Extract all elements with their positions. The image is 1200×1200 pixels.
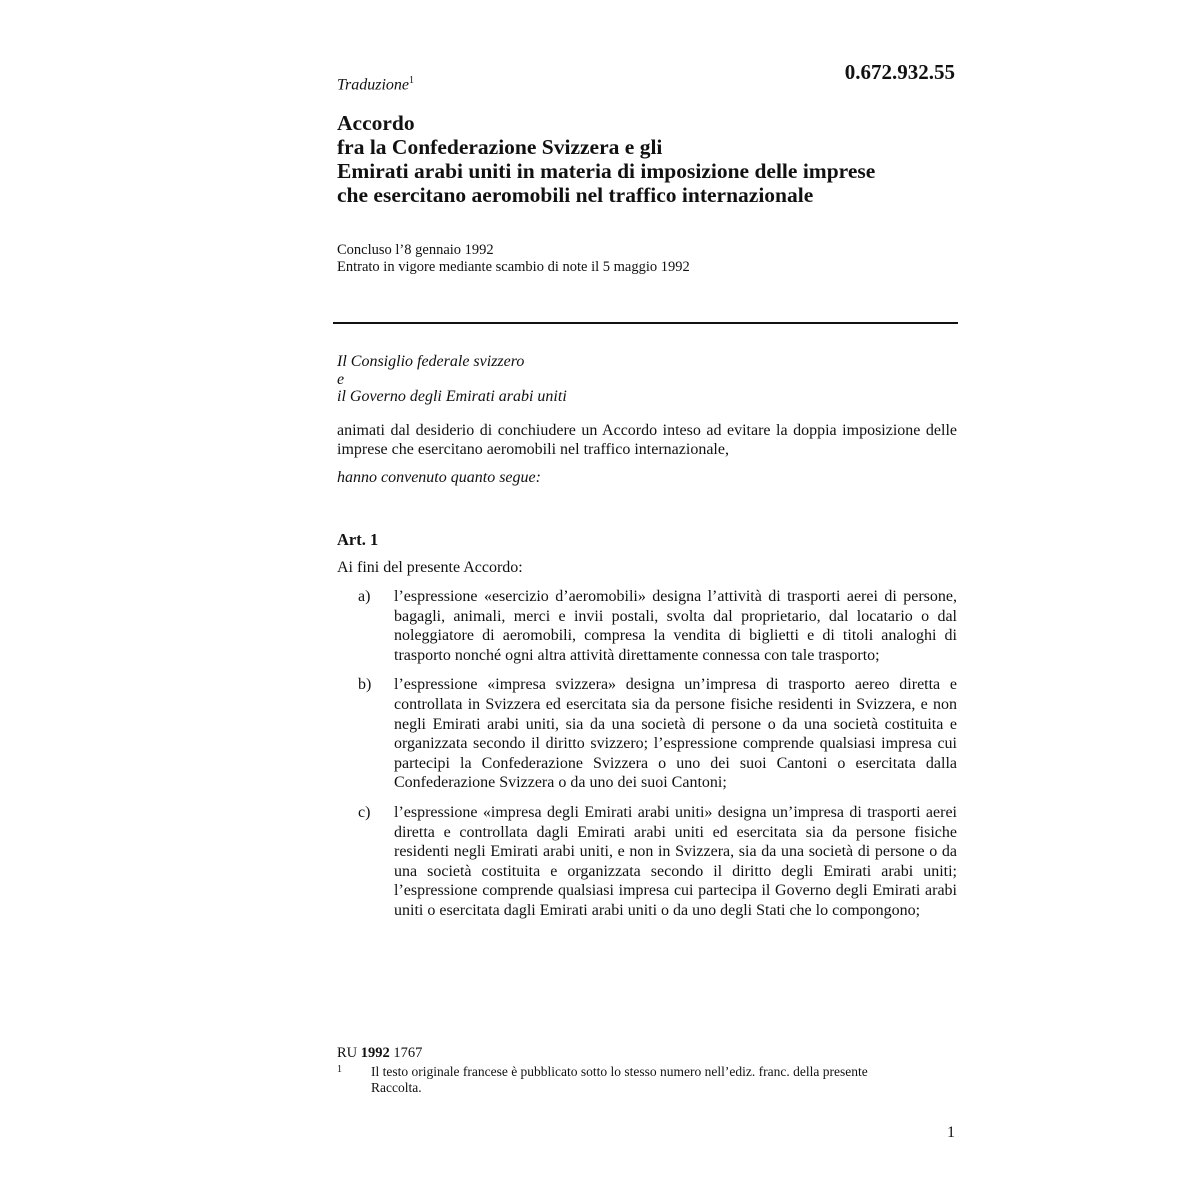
party-swiss-council: Il Consiglio federale svizzero <box>337 353 525 370</box>
title-line: Emirati arabi uniti in materia di imposizione delle imprese <box>337 159 876 183</box>
article-1-heading: Art. 1 <box>337 530 379 549</box>
translation-text: Traduzione <box>337 76 410 94</box>
document-meta <box>337 242 690 276</box>
article-1-definitions <box>337 587 957 931</box>
preamble: animati dal desiderio di conchiudere un Accordo inteso ad evitare la doppia imposizione delle imprese che esercitano aeromobili nel traffico internazionale, <box>337 422 957 458</box>
definition-text: l’espressione «impresa svizzera» designa un’impresa di trasporto aereo diretta e controllata in Svizzera ed esercitata sia da persone fisiche residenti in Svizzera, e non negli Emirati arabi uniti, sia da una società di persone o da una società costituita e organizzata secondo il diritto svizzero; l’espressione comprende qualsiasi impresa cui partecipi la Confederazione Svizzera o uno dei suoi Cantoni o esercitata dalla Confederazione Svizzera o da uno dei suoi Cantoni; <box>394 676 957 792</box>
title-line: Accordo <box>337 111 415 135</box>
ru-prefix: RU <box>337 1045 358 1061</box>
definition-text: l’espressione «impresa degli Emirati arabi uniti» designa un’impresa di trasporti aerei diretta e controllata dagli Emirati arabi uniti ed esercitata sia da persone fisiche residenti negli Emirati arabi uniti, e non in Svizzera, sia da una società di persone o da una società costituita e organizzata secondo il diritto degli Emirati arabi uniti; l’espressione comprende qualsiasi impresa cui partecipa il Governo degli Emirati arabi uniti o esercitata dagli Emirati arabi uniti o da uno degli Stati che lo compongono; <box>394 803 957 919</box>
definition-text: l’espressione «esercizio d’aeromobili» designa l’attività di trasporti aerei di persone, bagagli, animali, merci e invii postali, svolta dal proprietario, dal locatario o dal noleggiatore di aeromobili, compresa la vendita di biglietti e di titoli analoghi di trasporto nonché ogni altra attività direttamente connessa con tale trasporto; <box>394 588 957 664</box>
concluded-date: Concluso l’8 gennaio 1992 <box>337 242 494 258</box>
ru-year: 1992 <box>360 1045 390 1061</box>
party-uae-government: il Governo degli Emirati arabi uniti <box>337 388 567 405</box>
definition-marker: a) <box>358 588 371 605</box>
translation-label <box>337 75 414 94</box>
document-number: 0.672.932.55 <box>844 60 955 84</box>
page-number: 1 <box>947 1124 955 1141</box>
ru-page: 1767 <box>393 1045 423 1061</box>
convened-statement: hanno convenuto quanto segue: <box>337 469 541 486</box>
footnote-reference[interactable]: 1 <box>409 75 415 86</box>
definition-item <box>337 587 957 665</box>
definition-item <box>337 803 957 921</box>
entry-into-force: Entrato in vigore mediante scambio di note il 5 maggio 1992 <box>337 259 690 275</box>
header-divider <box>333 322 958 324</box>
official-collection-reference <box>337 1045 422 1062</box>
article-1-intro: Ai fini del presente Accordo: <box>337 559 523 576</box>
title-line: che esercitano aeromobili nel traffico internazionale <box>337 183 814 207</box>
definition-item <box>337 675 957 793</box>
definition-marker: c) <box>358 803 371 821</box>
definition-marker: b) <box>358 676 372 694</box>
contracting-parties <box>337 353 567 406</box>
title-line: fra la Confederazione Svizzera e gli <box>337 135 663 159</box>
document-title <box>337 111 967 207</box>
footnote-text: Il testo originale francese è pubblicato sotto lo stesso numero nell’ediz. franc. della presente Raccolta. <box>371 1064 868 1095</box>
footnote-mark: 1 <box>337 1064 342 1075</box>
party-conjunction: e <box>337 370 345 388</box>
